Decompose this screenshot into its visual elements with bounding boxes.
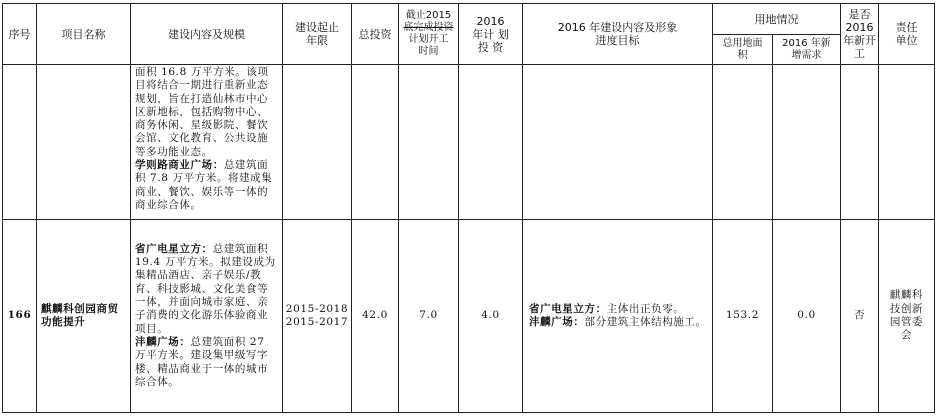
invest2016-value: 4.0 xyxy=(481,309,500,322)
header-total xyxy=(352,4,399,65)
target-paragraph-text: 部分建筑主体结构施工。 xyxy=(584,316,707,328)
header-by2015 xyxy=(399,4,459,65)
header-land-text: 用地情况 xyxy=(754,12,799,26)
table-row xyxy=(3,65,935,220)
content-paragraph xyxy=(135,336,279,389)
header-invest2016-text: 2016 年计 划投 资 xyxy=(472,14,509,54)
content-paragraph xyxy=(135,243,279,336)
total-cell xyxy=(352,220,399,413)
content-paragraph-title: 省广电星立方： xyxy=(135,242,213,255)
header-land-total xyxy=(713,35,773,65)
content-paragraph-text: 面积 16.8 万平方米。该项目将结合一期进行重新业态规划，旨在打造仙林市中心区新地标，包括购物中心、商务休闲、星级影院、餐饮会馆、文化教育、公共设施等多功能业态。 xyxy=(135,66,269,158)
target-paragraph-title: 沣麟广场： xyxy=(529,316,585,328)
name-cell xyxy=(37,65,131,220)
target2016-cell xyxy=(523,220,713,413)
project-name: 麒麟科创园商贸功能提升 xyxy=(41,302,119,328)
header-new-start xyxy=(841,4,879,65)
table-row xyxy=(3,220,935,413)
by2015-cell xyxy=(399,220,459,413)
header-land-new-text: 2016 年新增需求 xyxy=(782,37,831,61)
seq-number: 166 xyxy=(7,309,32,322)
header-name-text: 项目名称 xyxy=(61,27,106,41)
land-total-value: 153.2 xyxy=(725,309,760,322)
header-target2016 xyxy=(523,4,713,65)
land-new-cell xyxy=(773,220,841,413)
header-name xyxy=(37,4,131,65)
new-start-cell xyxy=(841,65,879,220)
header-land-total-text: 总用地面积 xyxy=(722,37,763,61)
period-line: 2015-2017 xyxy=(285,316,349,328)
period-line: 2015-2018 xyxy=(285,302,349,315)
target2016-cell xyxy=(523,65,713,220)
name-cell xyxy=(37,220,131,413)
land-total-cell xyxy=(713,65,773,220)
content-paragraph-text: 总建筑面积 19.4 万平方米。拟建设成为集精品酒店、亲子娱乐/教育、科技影城、文化美食等一体，并面向城市家庭、亲子消费的文化游乐体验商业项目。 xyxy=(135,242,276,335)
content-paragraph-title: 学则路商业广场： xyxy=(135,159,224,172)
content-cell xyxy=(131,65,283,220)
header-unit xyxy=(879,4,935,65)
content-paragraph-text: 总建筑面积 7.8 万平方米。将建成集商业、餐饮、娱乐等一体的商业综合体。 xyxy=(135,159,273,211)
invest2016-cell xyxy=(459,65,523,220)
header-period xyxy=(283,4,352,65)
target-paragraph xyxy=(529,316,708,329)
table-header xyxy=(3,4,935,65)
invest2016-cell xyxy=(459,220,523,413)
header-unit-text: 责任单位 xyxy=(895,21,918,47)
content-cell xyxy=(131,220,283,413)
header-land xyxy=(713,4,841,35)
total-cell xyxy=(352,65,399,220)
content-paragraph-text: 总建筑面积 27 万平方米。建设集甲级写字楼、精品商业于一体的城市综合体。 xyxy=(135,335,269,388)
land-total-cell xyxy=(713,220,773,413)
unit-value: 麒麟科技创新园管委会 xyxy=(889,289,924,342)
by2015-cell xyxy=(399,65,459,220)
header-total-text: 总投资 xyxy=(358,27,392,41)
header-seq-text: 序号 xyxy=(8,27,31,41)
header-invest2016 xyxy=(459,4,523,65)
total-value: 42.0 xyxy=(362,309,388,322)
header-by2015-line2: 底完成投资 xyxy=(403,22,454,33)
header-by2015-line1: 截止2015 xyxy=(405,10,452,21)
project-plan-table xyxy=(2,3,935,413)
header-content-text: 建设内容及规模 xyxy=(168,27,245,41)
land-new-value: 0.0 xyxy=(797,309,816,322)
target-paragraph-title: 省广电星立方： xyxy=(529,302,607,315)
header-by2015-line3: 计划开工时间 xyxy=(408,34,449,57)
target-paragraph-text: 主体出正负零。 xyxy=(606,302,685,315)
header-new-start-text: 是否2016 年新开工 xyxy=(843,8,876,60)
header-content xyxy=(131,4,283,65)
target-paragraph xyxy=(529,303,708,316)
table-body xyxy=(3,65,935,413)
content-paragraph xyxy=(135,159,279,212)
period-cell xyxy=(283,65,352,220)
header-period-text: 建设起止年限 xyxy=(295,21,339,47)
content-paragraph xyxy=(135,66,279,159)
period-cell xyxy=(283,220,352,413)
content-paragraph-title: 沣麟广场： xyxy=(135,335,191,348)
unit-cell xyxy=(879,220,935,413)
land-new-cell xyxy=(773,65,841,220)
seq-cell xyxy=(3,65,37,220)
new-start-value: 否 xyxy=(853,309,866,322)
new-start-cell xyxy=(841,220,879,413)
unit-cell xyxy=(879,65,935,220)
header-target2016-text: 2016 年建设内容及形象进度目标 xyxy=(557,21,678,47)
seq-cell xyxy=(3,220,37,413)
header-land-new xyxy=(773,35,841,65)
header-seq xyxy=(3,4,37,65)
by2015-value: 7.0 xyxy=(419,309,438,322)
